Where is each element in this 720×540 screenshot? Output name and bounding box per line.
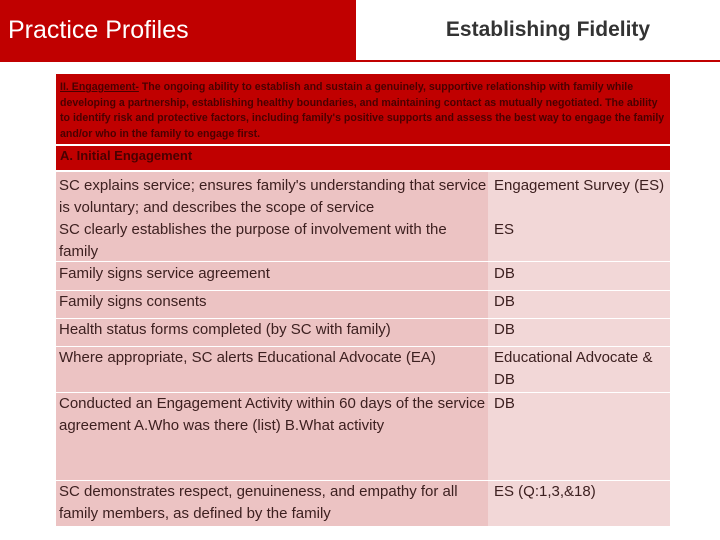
table-row-source: ES bbox=[494, 221, 515, 238]
table-row-indicator: SC clearly establishes the purpose of involvement with the family bbox=[59, 221, 447, 260]
section-heading bbox=[56, 146, 670, 170]
table-row-indicator: Family signs service agreement bbox=[59, 265, 270, 282]
table-row-source: DB bbox=[494, 293, 515, 310]
table-row-source: DB bbox=[494, 321, 515, 338]
table-row-indicator: Conducted an Engagement Activity within 60 days of the service agreement A.Who was there (list) B.What activity bbox=[59, 395, 486, 434]
table-row-source: ES (Q:1,3,&18) bbox=[494, 483, 596, 500]
table-row-indicator: Family signs consents bbox=[59, 293, 207, 310]
table-row-indicator: SC demonstrates respect, genuineness, and empathy for all family members, as defined by the family bbox=[59, 483, 458, 522]
table-row-source: DB bbox=[494, 265, 515, 282]
engagement-definition-lead: II. Engagement- bbox=[60, 81, 139, 93]
engagement-definition-text: The ongoing ability to establish and sustain a genuinely, supportive relationship with family while developing a partnership, establishing healthy boundaries, and maintaining contact as mutually negotiated. The ability to identify risk and protective factors, including family's positive supports and assess the best way to engage the family and/or who in the family to engage first. bbox=[60, 81, 665, 140]
table-row-source: Educational Advocate & DB bbox=[494, 349, 653, 388]
section-heading-text: A. Initial Engagement bbox=[60, 148, 193, 163]
page-subtitle bbox=[356, 0, 720, 60]
header-divider bbox=[0, 60, 720, 62]
page-title-text: Practice Profiles bbox=[8, 16, 189, 44]
table-row-indicator: Where appropriate, SC alerts Educational Advocate (EA) bbox=[59, 349, 436, 366]
table-row-indicator: SC explains service; ensures family's understanding that service is voluntary; and describes the scope of service bbox=[59, 177, 487, 216]
page-subtitle-text: Establishing Fidelity bbox=[445, 18, 651, 41]
table-row-source: Engagement Survey (ES) bbox=[494, 177, 665, 194]
engagement-definition bbox=[56, 74, 670, 144]
table-row-indicator: Health status forms completed (by SC with family) bbox=[59, 321, 391, 338]
fidelity-table bbox=[56, 172, 670, 526]
table-row-source: DB bbox=[494, 395, 515, 412]
page-title bbox=[0, 0, 356, 60]
